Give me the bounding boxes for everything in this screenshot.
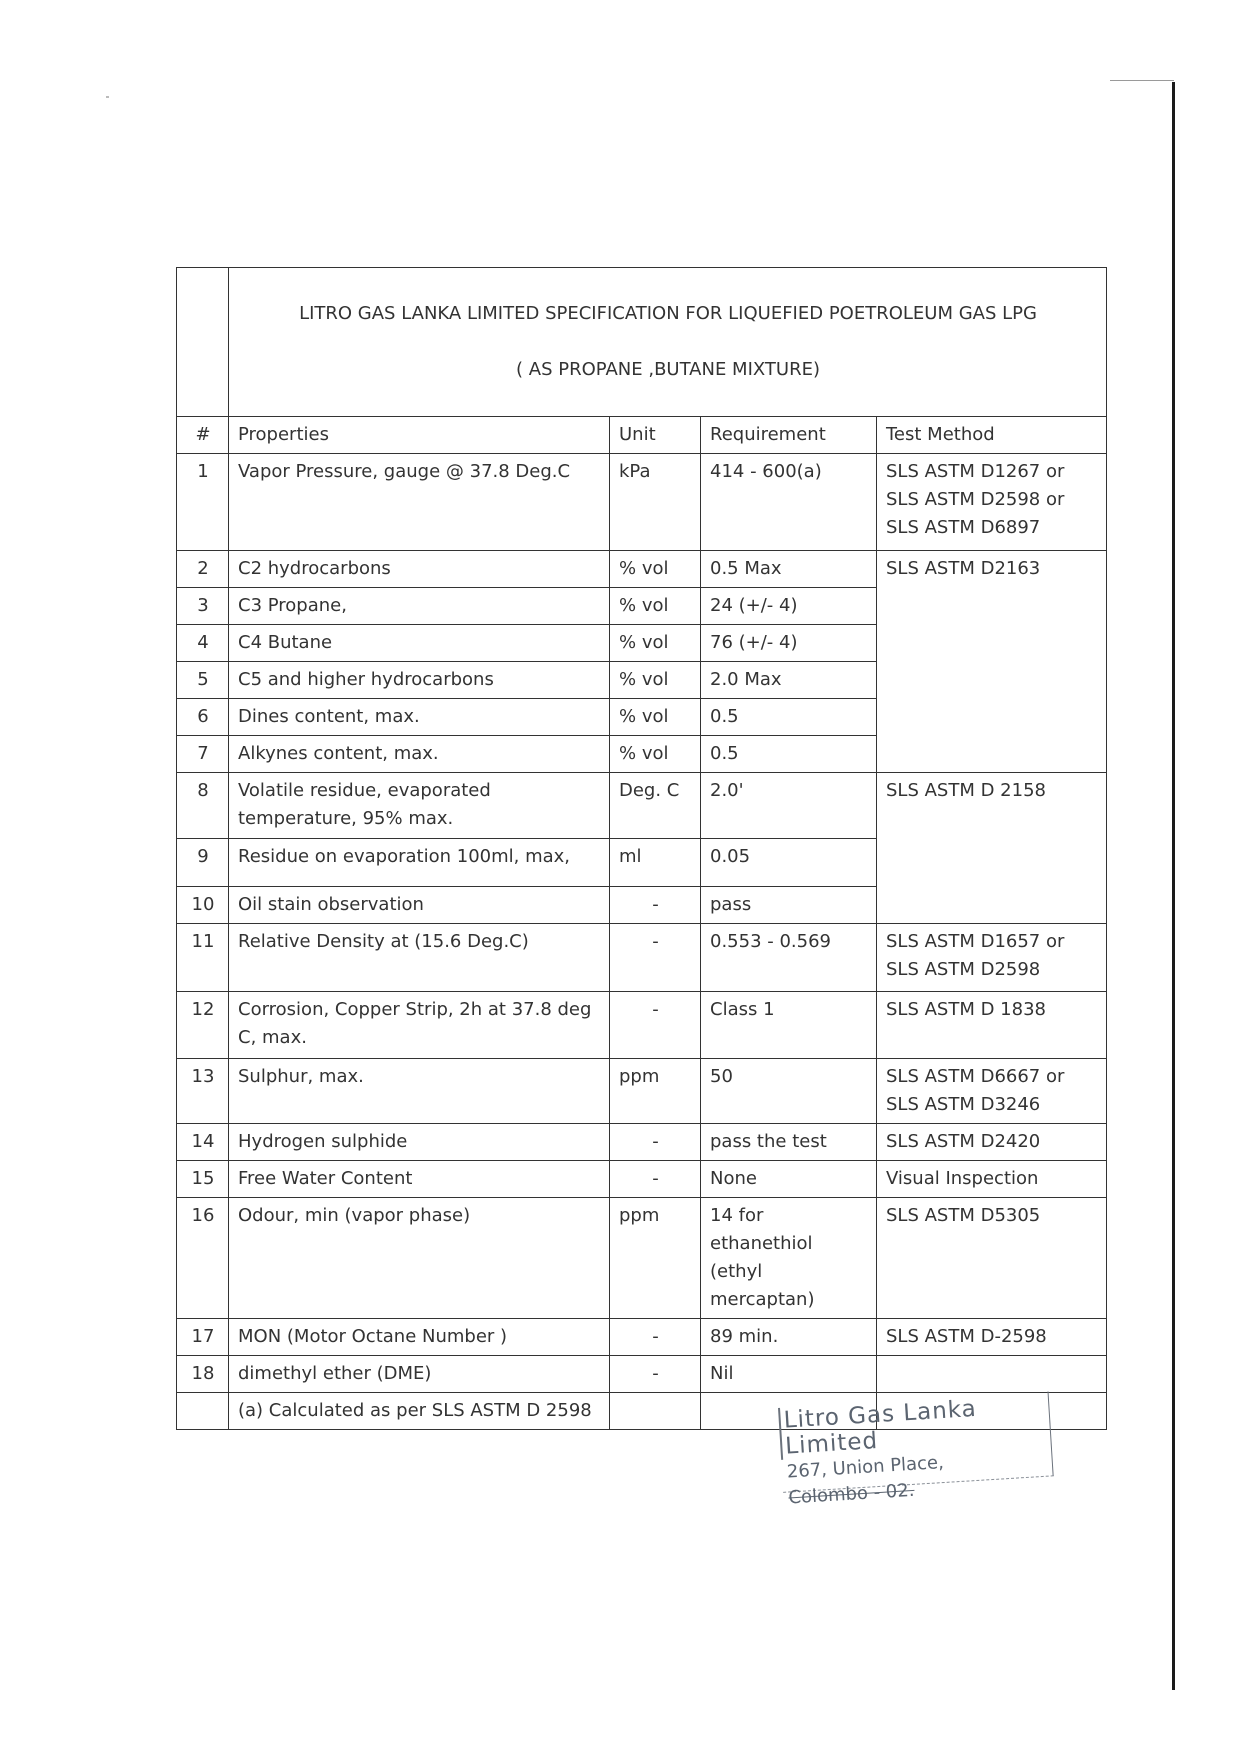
table-row <box>177 1356 1107 1393</box>
row-num: 8 <box>177 773 229 839</box>
row-unit: % vol <box>610 551 701 588</box>
row-property: Dines content, max. <box>229 699 610 736</box>
row-unit: % vol <box>610 736 701 773</box>
row-unit: ml <box>610 839 701 887</box>
row-test-method: SLS ASTM D1657 or SLS ASTM D2598 <box>877 924 1107 992</box>
row-test-method: SLS ASTM D-2598 <box>877 1319 1107 1356</box>
header-test-method: Test Method <box>877 417 1107 454</box>
row-unit: - <box>610 992 701 1059</box>
row-property: Corrosion, Copper Strip, 2h at 37.8 deg C, max. <box>229 992 610 1059</box>
stamp-address: 267, Union Place, <box>786 1452 945 1483</box>
row-unit: ppm <box>610 1059 701 1124</box>
row-requirement: Class 1 <box>701 992 877 1059</box>
row-num: 12 <box>177 992 229 1059</box>
row-num: 14 <box>177 1124 229 1161</box>
row-num: 18 <box>177 1356 229 1393</box>
table-row <box>177 1059 1107 1124</box>
header-requirement: Requirement <box>701 417 877 454</box>
row-property: Hydrogen sulphide <box>229 1124 610 1161</box>
row-test-method: SLS ASTM D 2158 <box>877 773 1107 924</box>
row-num: 16 <box>177 1198 229 1319</box>
row-requirement: 414 - 600(a) <box>701 454 877 551</box>
table-row <box>177 551 1107 588</box>
row-num: 11 <box>177 924 229 992</box>
row-unit: % vol <box>610 625 701 662</box>
row-unit: - <box>610 1124 701 1161</box>
row-property: Vapor Pressure, gauge @ 37.8 Deg.C <box>229 454 610 551</box>
row-requirement: 89 min. <box>701 1319 877 1356</box>
row-requirement: Nil <box>701 1356 877 1393</box>
title-blank-cell <box>177 268 229 417</box>
title-row <box>177 268 1107 417</box>
row-requirement: 24 (+/- 4) <box>701 588 877 625</box>
row-unit: ppm <box>610 1198 701 1319</box>
row-num: 10 <box>177 887 229 924</box>
stamp-company-name: Litro Gas Lanka Limited <box>778 1392 1051 1460</box>
table-row <box>177 992 1107 1059</box>
row-unit: kPa <box>610 454 701 551</box>
row-unit: % vol <box>610 662 701 699</box>
row-test-method <box>877 1356 1107 1393</box>
title-line-1: LITRO GAS LANKA LIMITED SPECIFICATION FOR LIQUEFIED POETROLEUM GAS LPG <box>299 303 1037 324</box>
row-requirement: 2.0 Max <box>701 662 877 699</box>
page-edge-top <box>1110 80 1174 81</box>
page-edge-line <box>1172 82 1175 1690</box>
row-num: 5 <box>177 662 229 699</box>
lpg-specification-table <box>176 267 1107 1430</box>
company-stamp <box>778 1391 1054 1509</box>
row-test-method: SLS ASTM D2163 <box>877 551 1107 773</box>
table-row <box>177 1198 1107 1319</box>
row-num: 15 <box>177 1161 229 1198</box>
row-num: 3 <box>177 588 229 625</box>
title-line-2: ( AS PROPANE ,BUTANE MIXTURE) <box>516 359 820 380</box>
row-unit: % vol <box>610 588 701 625</box>
row-num: 7 <box>177 736 229 773</box>
footnote: (a) Calculated as per SLS ASTM D 2598 <box>229 1393 610 1430</box>
table-row <box>177 1319 1107 1356</box>
row-requirement: 14 for ethanethiol (ethyl mercaptan) <box>701 1198 877 1319</box>
row-test-method: SLS ASTM D 1838 <box>877 992 1107 1059</box>
row-num: 6 <box>177 699 229 736</box>
row-property: MON (Motor Octane Number ) <box>229 1319 610 1356</box>
row-test-method: SLS ASTM D2420 <box>877 1124 1107 1161</box>
row-property: dimethyl ether (DME) <box>229 1356 610 1393</box>
row-property: C3 Propane, <box>229 588 610 625</box>
row-property: Free Water Content <box>229 1161 610 1198</box>
row-property: C5 and higher hydrocarbons <box>229 662 610 699</box>
row-num: 1 <box>177 454 229 551</box>
row-requirement: 0.5 <box>701 699 877 736</box>
row-unit: % vol <box>610 699 701 736</box>
row-property: Relative Density at (15.6 Deg.C) <box>229 924 610 992</box>
row-unit: - <box>610 924 701 992</box>
row-test-method: SLS ASTM D6667 or SLS ASTM D3246 <box>877 1059 1107 1124</box>
row-num: 17 <box>177 1319 229 1356</box>
row-property: Oil stain observation <box>229 887 610 924</box>
table-row <box>177 1161 1107 1198</box>
row-test-method: SLS ASTM D5305 <box>877 1198 1107 1319</box>
row-requirement: 0.553 - 0.569 <box>701 924 877 992</box>
row-requirement: 0.05 <box>701 839 877 887</box>
row-property: Odour, min (vapor phase) <box>229 1198 610 1319</box>
row-property: Sulphur, max. <box>229 1059 610 1124</box>
row-requirement: 0.5 Max <box>701 551 877 588</box>
row-property: Residue on evaporation 100ml, max, <box>229 839 610 887</box>
footnote-blank-cell <box>177 1393 229 1430</box>
row-requirement: pass <box>701 887 877 924</box>
row-property: C4 Butane <box>229 625 610 662</box>
table-row <box>177 454 1107 551</box>
row-unit: - <box>610 1319 701 1356</box>
header-properties: Properties <box>229 417 610 454</box>
table-row <box>177 1124 1107 1161</box>
row-requirement: pass the test <box>701 1124 877 1161</box>
row-num: 13 <box>177 1059 229 1124</box>
row-property: C2 hydrocarbons <box>229 551 610 588</box>
header-num: # <box>177 417 229 454</box>
row-test-method: Visual Inspection <box>877 1161 1107 1198</box>
row-requirement: 2.0' <box>701 773 877 839</box>
row-requirement: None <box>701 1161 877 1198</box>
row-unit: - <box>610 1356 701 1393</box>
table-row <box>177 924 1107 992</box>
row-test-method: SLS ASTM D1267 or SLS ASTM D2598 or SLS ASTM D6897 <box>877 454 1107 551</box>
header-row <box>177 417 1107 454</box>
row-num: 4 <box>177 625 229 662</box>
row-unit: - <box>610 1161 701 1198</box>
table-row <box>177 773 1107 839</box>
row-num: 2 <box>177 551 229 588</box>
scan-speck <box>106 96 109 98</box>
table-title <box>229 268 1107 417</box>
row-property: Volatile residue, evaporated temperature, 95% max. <box>229 773 610 839</box>
row-requirement: 50 <box>701 1059 877 1124</box>
row-requirement: 76 (+/- 4) <box>701 625 877 662</box>
row-unit: - <box>610 887 701 924</box>
header-unit: Unit <box>610 417 701 454</box>
footnote-blank-cell <box>610 1393 701 1430</box>
row-property: Alkynes content, max. <box>229 736 610 773</box>
row-num: 9 <box>177 839 229 887</box>
stamp-city: Colombo - 02. <box>787 1479 916 1509</box>
row-unit: Deg. C <box>610 773 701 839</box>
row-requirement: 0.5 <box>701 736 877 773</box>
